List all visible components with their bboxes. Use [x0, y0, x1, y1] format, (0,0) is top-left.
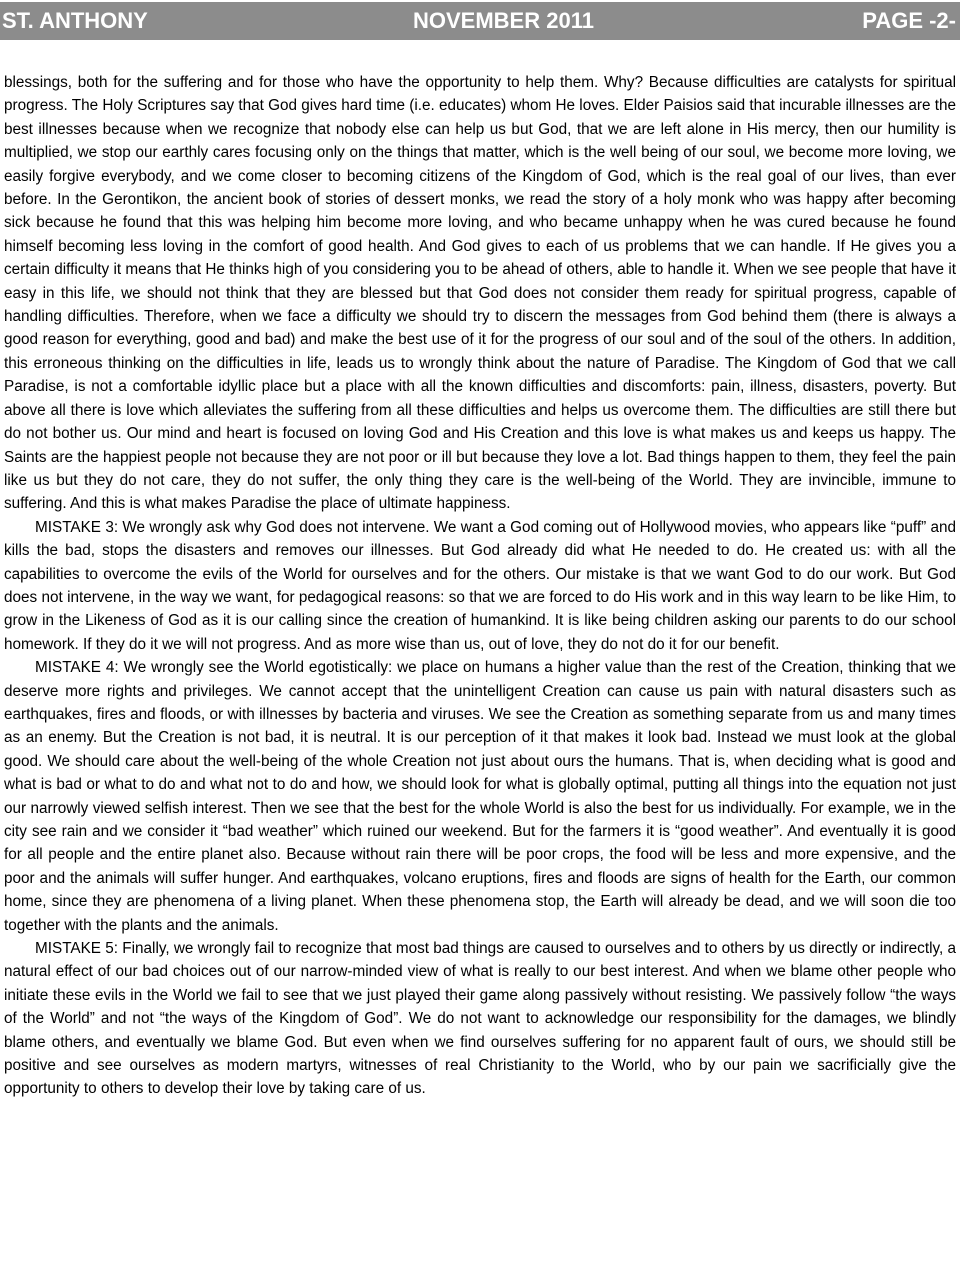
paragraph-mistake-4: MISTAKE 4: We wrongly see the World egotistically: we place on humans a higher value than the rest of the Creation, thinking that we deserve more rights and privileges. We cannot accept that the unintelligent Creation can cause us pain with natural disasters such as earthquakes, fires and floods, or with illnesses by bacteria and viruses. We see the Creation as something separate from us and many times as an enemy. But the Creation is not bad, it is neutral. It is our perception of it that makes it look bad. Instead we must look at the global good. We should care about the well-being of the whole Creation not just about ours the humans. That is, when deciding what is good and what is bad or what to do and what not to do and how, we should look for what is globally optimal, putting all things into the equation not just our narrowly viewed selfish interest. Then we see that the best for the whole World is also the best for us individually. For example, we in the city see rain and we consider it “bad weather” which ruined our weekend. But for the farmers it is “good weather”. And eventually it is good for all people and the entire planet also. Because without rain there will be poor crops, the food will be less and more expensive, and the poor and the animals will suffer hunger. And earthquakes, volcano eruptions, fires and floods are signs of health for the Earth, our common home, since they are phenomena of a living planet. When these phenomena stop, the Earth will already be dead, and we will soon die too together with the plants and the animals.: [4, 659, 956, 934]
paragraph-continuation: blessings, both for the suffering and for those who have the opportunity to help them. Why? Because difficulties are catalysts for spiritual progress. The Holy Scriptures say that God gives hard time (i.e. educates) whom He loves. Elder Paisios said that incurable illnesses are the best illnesses because when we recognize that nobody else can help us but God, that we are left alone in His mercy, then our humility is multiplied, we stop our earthly cares focusing only on the things that matter, which is the well being of our soul, we become more loving, we easily forgive everybody, and we come closer to becoming citizens of the Kingdom of God, which is the real goal of our lives, than ever before. In the Gerontikon, the ancient book of stories of dessert monks, we read the story of a holy monk who was happy after becoming sick because he found that this was helping him become more loving, and who became unhappy when he was cured because he found himself becoming less loving in the comfort of good health. And God gives to each of us problems that we can handle. If He gives you a certain difficulty it means that He thinks high of you considering you to be ahead of others, able to handle it. When we see people that have it easy in this life, we should not think that they are blessed but that God does not consider them ready for spiritual progress, capable of handling difficulties. Therefore, when we face a difficulty we should try to discern the messages from God behind them (there is always a good reason for everything, good and bad) and make the best use of it for the progress of our soul and of the soul of the others. In addition, this erroneous thinking on the difficulties in life, leads us to wrongly think about the nature of Paradise. The Kingdom of God that we call Paradise, is not a comfortable idyllic place but a place with all the known difficulties and discomforts: pain, illness, disasters, poverty. But above all there is love which alleviates the suffering from all these difficulties and helps us overcome them. The difficulties are still there but do not bother us. Our mind and heart is focused on loving God and His Creation and this love is what makes us and keeps us happy. The Saints are the happiest people not because they are not poor or ill but because they love a lot. Bad things happen to them, they feel the pain like us but they do not care, they do not suffer, the only thing they care is the well-being of the World. They are invincible, immune to suffering. And this is what makes Paradise the place of ultimate happiness.: [4, 74, 956, 513]
page-header: [0, 2, 960, 40]
paragraph-mistake-3: MISTAKE 3: We wrongly ask why God does not intervene. We want a God coming out of Hollywood movies, who appears like “puff” and kills the bad, stops the disasters and removes our illnesses. But God already did what He needed to do. He created us: with all the capabilities to overcome the evils of the World for ourselves and for the others. Our mistake is that we want God to do our work. But God does not intervene, in the way we want, for pedagogical reasons: so that we are forced to do His work and in this way learn to be like Him, to grow in the Likeness of God as it is our calling since the creation of humankind. It is like being children asking our parents to do our school homework. If they do it we will not progress. And as more wise than us, out of love, they do not do it for our benefit.: [4, 518, 956, 653]
header-publication: ST. ANTHONY: [2, 8, 148, 33]
article-body: [4, 71, 956, 1101]
paragraph-mistake-5: MISTAKE 5: Finally, we wrongly fail to recognize that most bad things are caused to ourselves and to others by us directly or indirectly, a natural effect of our bad choices out of our narrow-minded view of what is really to our best interest. And when we blame other people who initiate these evils in the World we fail to see that we just played their game along passively without resisting. We passively follow “the ways of the World” and not “the ways of the Kingdom of God”. We do not want to acknowledge our responsibility for the damages, we blindly blame others, and eventually we blame God. But even when we find ourselves suffering for no apparent fault of ours, we should still be positive and see ourselves as modern martyrs, witnesses of real Christianity to the World, who by our pain we sacrificially give the opportunity to others to develop their love by taking care of us.: [4, 940, 956, 1098]
header-page-number: PAGE -2-: [862, 8, 956, 33]
header-date: NOVEMBER 2011: [413, 8, 594, 33]
